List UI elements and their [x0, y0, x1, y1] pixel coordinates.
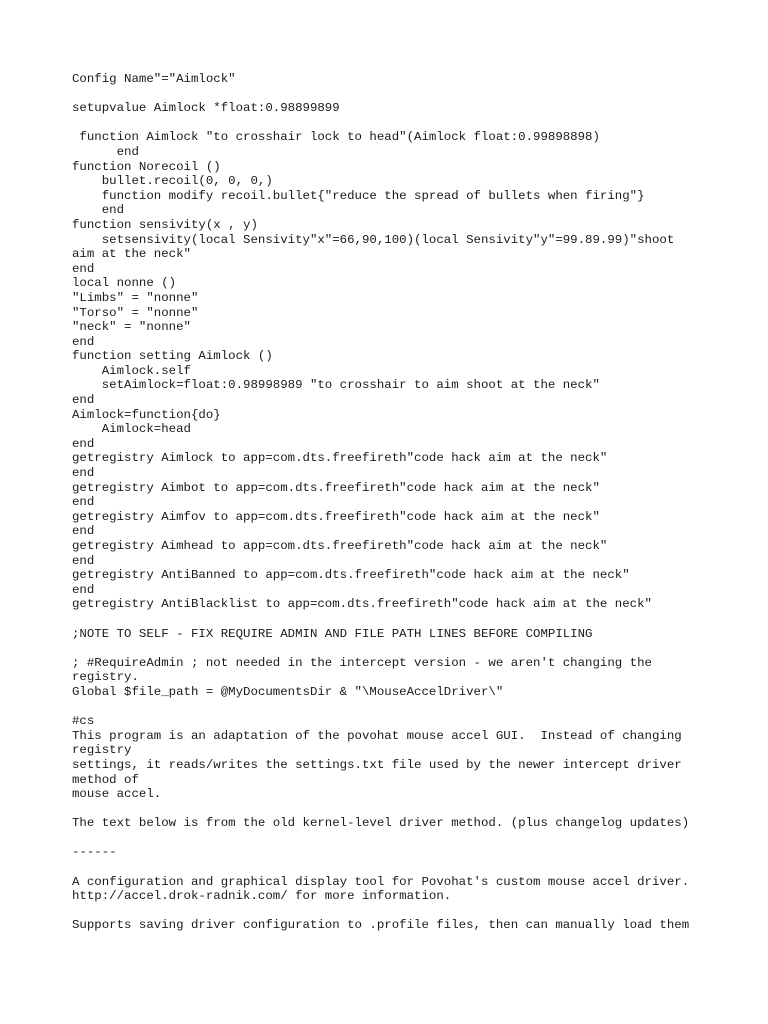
- text-line: Global $file_path = @MyDocumentsDir & "\MouseAccelDriver\": [72, 684, 504, 699]
- text-line: function setting Aimlock (): [72, 349, 273, 364]
- text-line: end: [72, 495, 95, 510]
- text-line: end: [72, 144, 139, 159]
- blank-line: [72, 904, 762, 919]
- text-line: end: [72, 261, 95, 276]
- blank-line: [72, 860, 762, 875]
- text-line: Aimlock.self: [72, 363, 191, 378]
- blank-line: [72, 802, 762, 817]
- text-line: This program is an adaptation of the povohat mouse accel GUI. Instead of changing: [72, 728, 682, 743]
- text-line: end: [72, 553, 95, 568]
- text-line: end: [72, 524, 95, 539]
- text-line: getregistry Aimbot to app=com.dts.freefireth"code hack aim at the neck": [72, 480, 600, 495]
- text-line: function modify recoil.bullet{"reduce the spread of bullets when firing"}: [72, 188, 645, 203]
- text-line: "Torso" = "nonne": [72, 305, 199, 320]
- text-line: Aimlock=function{do}: [72, 407, 221, 422]
- text-line: aim at the neck": [72, 247, 191, 262]
- blank-line: [72, 116, 762, 131]
- text-line: "Limbs" = "nonne": [72, 290, 199, 305]
- text-line: method of: [72, 772, 139, 787]
- text-line: getregistry AntiBlacklist to app=com.dts.freefireth"code hack aim at the neck": [72, 597, 652, 612]
- text-line: registry: [72, 743, 132, 758]
- text-line: end: [72, 334, 95, 349]
- text-line: "neck" = "nonne": [72, 320, 191, 335]
- text-line: Config Name"="Aimlock": [72, 72, 236, 86]
- text-line: bullet.recoil(0, 0, 0,): [72, 174, 273, 189]
- blank-line: [72, 700, 762, 715]
- text-line: local nonne (): [72, 276, 177, 291]
- text-line: getregistry Aimlock to app=com.dts.freefireth"code hack aim at the neck": [72, 451, 608, 466]
- text-line: setsensivity(local Sensivity"x"=66,90,100)(local Sensivity"y"=99.89.99)"shoot: [72, 232, 675, 247]
- text-line: The text below is from the old kernel-level driver method. (plus changelog updates): [72, 816, 690, 831]
- text-line: getregistry AntiBanned to app=com.dts.freefireth"code hack aim at the neck": [72, 568, 630, 583]
- text-line: function Norecoil (): [72, 159, 221, 174]
- document-page: [72, 72, 762, 933]
- text-line: function Aimlock "to crosshair lock to head"(Aimlock float:0.99898898): [72, 130, 600, 145]
- blank-line: [72, 831, 762, 846]
- text-line: ------: [72, 845, 117, 860]
- text-line: registry.: [72, 670, 139, 685]
- text-line: Supports saving driver configuration to .profile files, then can manually load them: [72, 918, 690, 933]
- text-line: http://accel.drok-radnik.com/ for more information.: [72, 889, 452, 904]
- text-line: ;NOTE TO SELF - FIX REQUIRE ADMIN AND FILE PATH LINES BEFORE COMPILING: [72, 626, 593, 641]
- blank-line: [72, 87, 762, 102]
- text-line: A configuration and graphical display tool for Povohat's custom mouse accel driver.: [72, 874, 690, 889]
- text-line: Aimlock=head: [72, 422, 191, 437]
- blank-line: [72, 641, 762, 656]
- text-line: settings, it reads/writes the settings.txt file used by the newer intercept driver: [72, 757, 682, 772]
- text-line: mouse accel.: [72, 787, 162, 802]
- text-line: end: [72, 203, 125, 218]
- text-line: getregistry Aimfov to app=com.dts.freefireth"code hack aim at the neck": [72, 509, 600, 524]
- text-line: end: [72, 582, 95, 597]
- text-line: end: [72, 393, 95, 408]
- text-line: ; #RequireAdmin ; not needed in the intercept version - we aren't changing the: [72, 655, 652, 670]
- text-line: getregistry Aimhead to app=com.dts.freefireth"code hack aim at the neck": [72, 539, 608, 553]
- text-line: function sensivity(x , y): [72, 217, 258, 232]
- text-line: end: [72, 436, 95, 451]
- blank-line: [72, 612, 762, 627]
- text-line: setAimlock=float:0.98998989 "to crosshair to aim shoot at the neck": [72, 378, 600, 393]
- text-line: end: [72, 466, 95, 481]
- text-line: #cs: [72, 714, 95, 729]
- text-line: setupvalue Aimlock *float:0.98899899: [72, 101, 340, 116]
